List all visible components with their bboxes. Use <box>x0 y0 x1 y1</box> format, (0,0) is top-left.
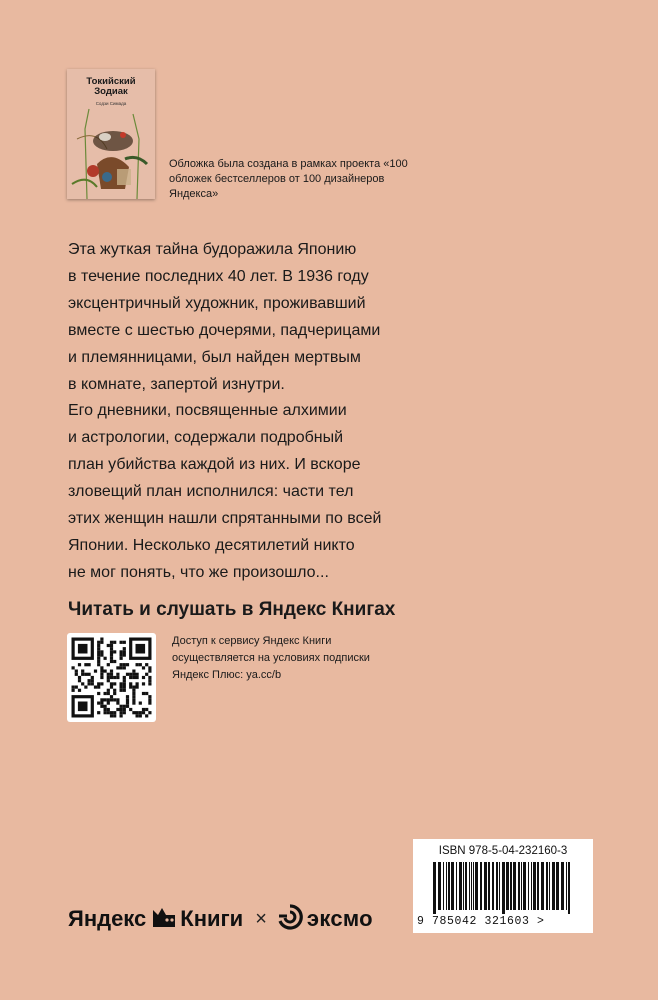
cat-icon <box>152 906 176 933</box>
subscription-note: Доступ к сервису Яндекс Книги осуществляется на условиях подписки Яндекс Плюс: ya.cc/b <box>172 635 370 681</box>
barcode-digits: 9 785042 321603 > <box>417 915 545 928</box>
cover-title: Токийский Зодиак <box>86 76 136 97</box>
cover-design-note: Обложка была создана в рамках проекта «100 обложек бестселлеров от 100 дизайнеров Яндекса» <box>169 158 408 200</box>
isbn-number: ISBN 978-5-04-232160-3 <box>438 845 568 857</box>
books-logo-text: Книги <box>180 906 244 931</box>
times-separator: × <box>255 907 267 930</box>
isbn-barcode <box>413 839 593 933</box>
cover-author: Содзи Симада <box>95 101 127 106</box>
cover-thumbnail <box>67 69 155 199</box>
blurb-text: Эта жуткая тайна будоражила Японию в течение последних 40 лет. В 1936 году эксцентричный художник, проживавший вместе с шестью дочерями, падчерицами и племянницами, был найден мертвым в комнате, запертой изнутри. Его дневники, посвященные алхимии и астрологии, содержали подробный план убийства каждой из них. И вскоре зловещий план исполнился: части тел этих женщин нашли спрятанными по всей Японии. Несколько десятилетий никто не мог понять, что же произошло... <box>68 241 382 581</box>
barcode-bars <box>433 862 573 914</box>
qr-code[interactable] <box>67 633 156 722</box>
book-blurb <box>68 237 588 587</box>
eksmo-swirl-icon <box>277 904 303 935</box>
yandex-logo-text: Яндекс <box>68 906 147 931</box>
publisher-logos <box>68 902 373 936</box>
eksmo-logo-text: эксмо <box>306 906 373 931</box>
read-listen-heading: Читать и слушать в Яндекс Книгах <box>68 599 396 620</box>
qr-code-image <box>67 633 156 722</box>
